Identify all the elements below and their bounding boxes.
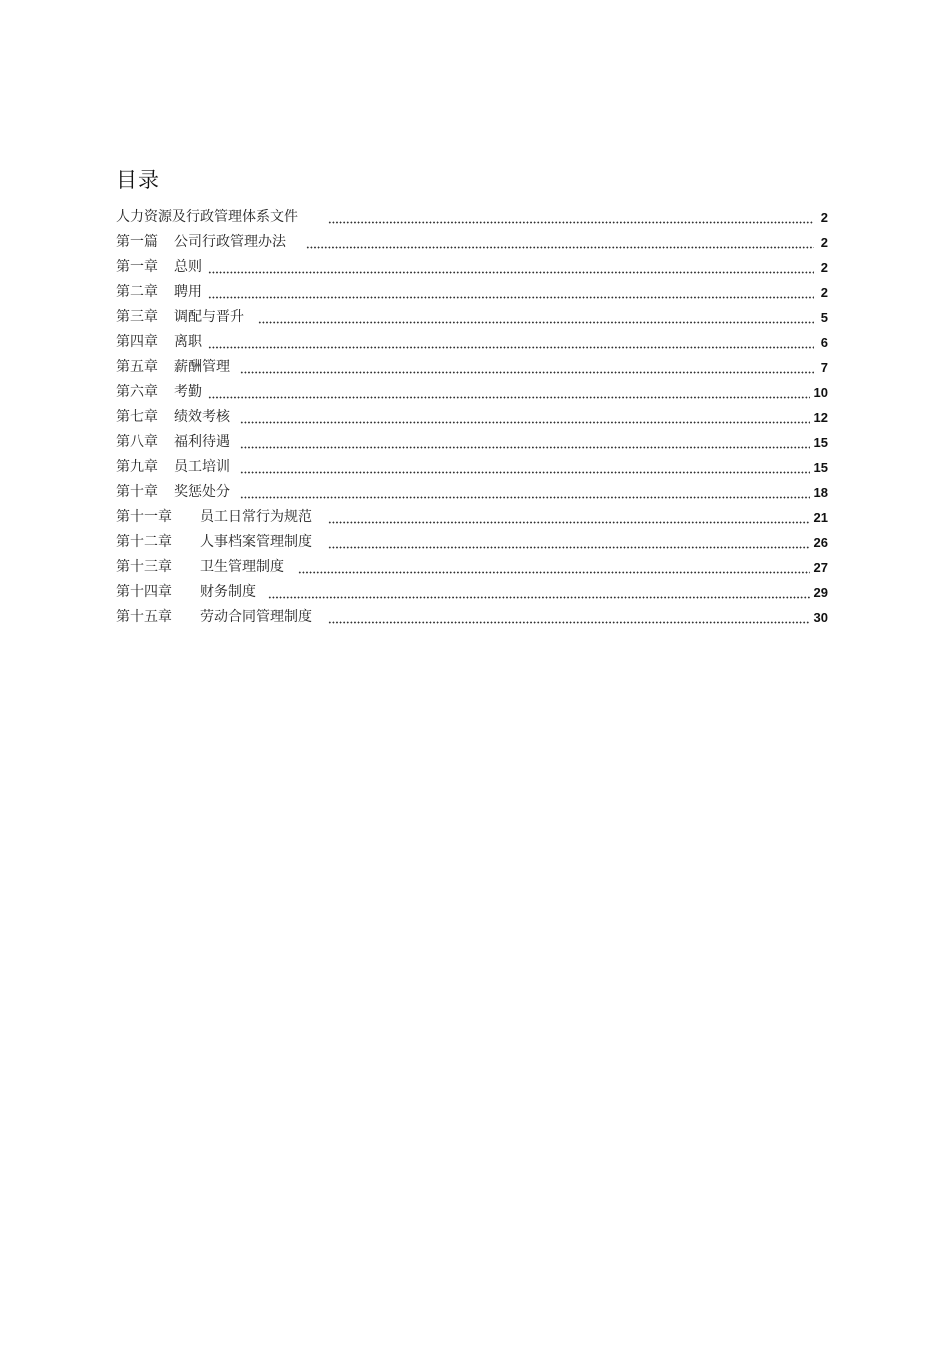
toc-entry-text — [116, 405, 230, 430]
toc-entry[interactable] — [116, 230, 828, 255]
toc-title: 目录 — [116, 168, 160, 192]
toc-entry[interactable] — [116, 505, 828, 530]
dot-leader — [298, 555, 810, 580]
dot-leader — [328, 205, 814, 230]
dot-leader — [306, 230, 814, 255]
toc-entry-page: 6 — [820, 335, 828, 350]
dot-leader — [240, 405, 810, 430]
toc-entry-label: 总则 — [174, 259, 202, 275]
dot-leader — [208, 330, 814, 355]
toc-entry-label: 绩效考核 — [174, 409, 230, 425]
toc-entry-page: 2 — [820, 235, 828, 250]
toc-entry[interactable] — [116, 455, 828, 480]
toc-entry-label: 奖惩处分 — [174, 484, 230, 500]
toc-entry-page: 26 — [813, 535, 828, 550]
toc-entry-text — [116, 530, 312, 555]
toc-entry[interactable] — [116, 530, 828, 555]
toc-entry-text — [116, 230, 286, 255]
toc-entry-label: 员工日常行为规范 — [200, 509, 312, 525]
toc-entry-page: 5 — [820, 310, 828, 325]
toc-entry-number: 第二章 — [116, 284, 158, 300]
toc-entry[interactable] — [116, 280, 828, 305]
toc-entry-text — [116, 480, 230, 505]
toc-entry-number: 第六章 — [116, 384, 158, 400]
toc-entry-label: 卫生管理制度 — [200, 559, 284, 575]
toc-entry[interactable] — [116, 355, 828, 380]
dot-leader — [268, 580, 810, 605]
toc-entry-page: 29 — [813, 585, 828, 600]
dot-leader — [240, 430, 810, 455]
toc-entry-page: 10 — [813, 385, 828, 400]
toc-entry-label: 财务制度 — [200, 584, 256, 600]
toc-entry-text — [116, 330, 202, 355]
toc-entry[interactable] — [116, 380, 828, 405]
toc-entry-number: 第七章 — [116, 409, 158, 425]
toc-entry[interactable] — [116, 305, 828, 330]
toc-entry-label: 福利待遇 — [174, 434, 230, 450]
toc-entry-label: 薪酬管理 — [174, 359, 230, 375]
dot-leader — [258, 305, 814, 330]
toc-entry-text — [116, 355, 230, 380]
toc-entry-number: 第四章 — [116, 334, 158, 350]
toc-entry-text — [116, 205, 298, 230]
dot-leader — [240, 355, 814, 380]
toc-list — [116, 205, 828, 630]
toc-entry[interactable] — [116, 405, 828, 430]
toc-entry-label: 公司行政管理办法 — [174, 234, 286, 250]
toc-entry-label: 劳动合同管理制度 — [200, 609, 312, 625]
toc-entry[interactable] — [116, 430, 828, 455]
toc-entry-number: 第一篇 — [116, 234, 158, 250]
toc-entry[interactable] — [116, 330, 828, 355]
toc-entry-number: 第一章 — [116, 259, 158, 275]
toc-entry-text — [116, 305, 244, 330]
toc-entry-text — [116, 580, 256, 605]
toc-entry-number: 第十五章 — [116, 609, 172, 625]
toc-entry-text — [116, 430, 230, 455]
toc-entry-number: 第三章 — [116, 309, 158, 325]
toc-entry-number: 第十一章 — [116, 509, 172, 525]
toc-entry-text — [116, 555, 284, 580]
toc-entry-page: 30 — [813, 610, 828, 625]
dot-leader — [208, 255, 814, 280]
toc-entry-number: 第八章 — [116, 434, 158, 450]
dot-leader — [208, 280, 814, 305]
toc-entry-label: 人力资源及行政管理体系文件 — [116, 209, 298, 225]
toc-entry-page: 12 — [813, 410, 828, 425]
toc-entry[interactable] — [116, 205, 828, 230]
toc-entry-page: 15 — [813, 460, 828, 475]
toc-entry-page: 2 — [820, 210, 828, 225]
toc-entry[interactable] — [116, 255, 828, 280]
toc-entry-label: 员工培训 — [174, 459, 230, 475]
dot-leader — [240, 480, 810, 505]
toc-entry-number: 第十二章 — [116, 534, 172, 550]
toc-entry[interactable] — [116, 580, 828, 605]
toc-entry-label: 聘用 — [174, 284, 202, 300]
toc-entry-page: 18 — [813, 485, 828, 500]
toc-entry[interactable] — [116, 555, 828, 580]
dot-leader — [208, 380, 810, 405]
toc-entry-label: 调配与晋升 — [174, 309, 244, 325]
toc-entry-number: 第九章 — [116, 459, 158, 475]
toc-entry-label: 考勤 — [174, 384, 202, 400]
toc-entry-number: 第十三章 — [116, 559, 172, 575]
toc-entry[interactable] — [116, 605, 828, 630]
dot-leader — [240, 455, 810, 480]
toc-entry-text — [116, 605, 312, 630]
toc-entry-page: 7 — [820, 360, 828, 375]
dot-leader — [328, 505, 810, 530]
toc-entry-text — [116, 280, 202, 305]
toc-entry-page: 15 — [813, 435, 828, 450]
toc-entry-number: 第十四章 — [116, 584, 172, 600]
toc-entry-label: 离职 — [174, 334, 202, 350]
toc-entry-label: 人事档案管理制度 — [200, 534, 312, 550]
toc-entry-number: 第十章 — [116, 484, 158, 500]
toc-entry[interactable] — [116, 480, 828, 505]
toc-entry-page: 27 — [813, 560, 828, 575]
toc-entry-text — [116, 255, 202, 280]
toc-entry-page: 21 — [813, 510, 828, 525]
toc-entry-text — [116, 455, 230, 480]
toc-entry-page: 2 — [820, 285, 828, 300]
toc-entry-number: 第五章 — [116, 359, 158, 375]
dot-leader — [328, 605, 810, 630]
dot-leader — [328, 530, 810, 555]
toc-entry-page: 2 — [820, 260, 828, 275]
toc-entry-text — [116, 505, 312, 530]
toc-entry-text — [116, 380, 202, 405]
